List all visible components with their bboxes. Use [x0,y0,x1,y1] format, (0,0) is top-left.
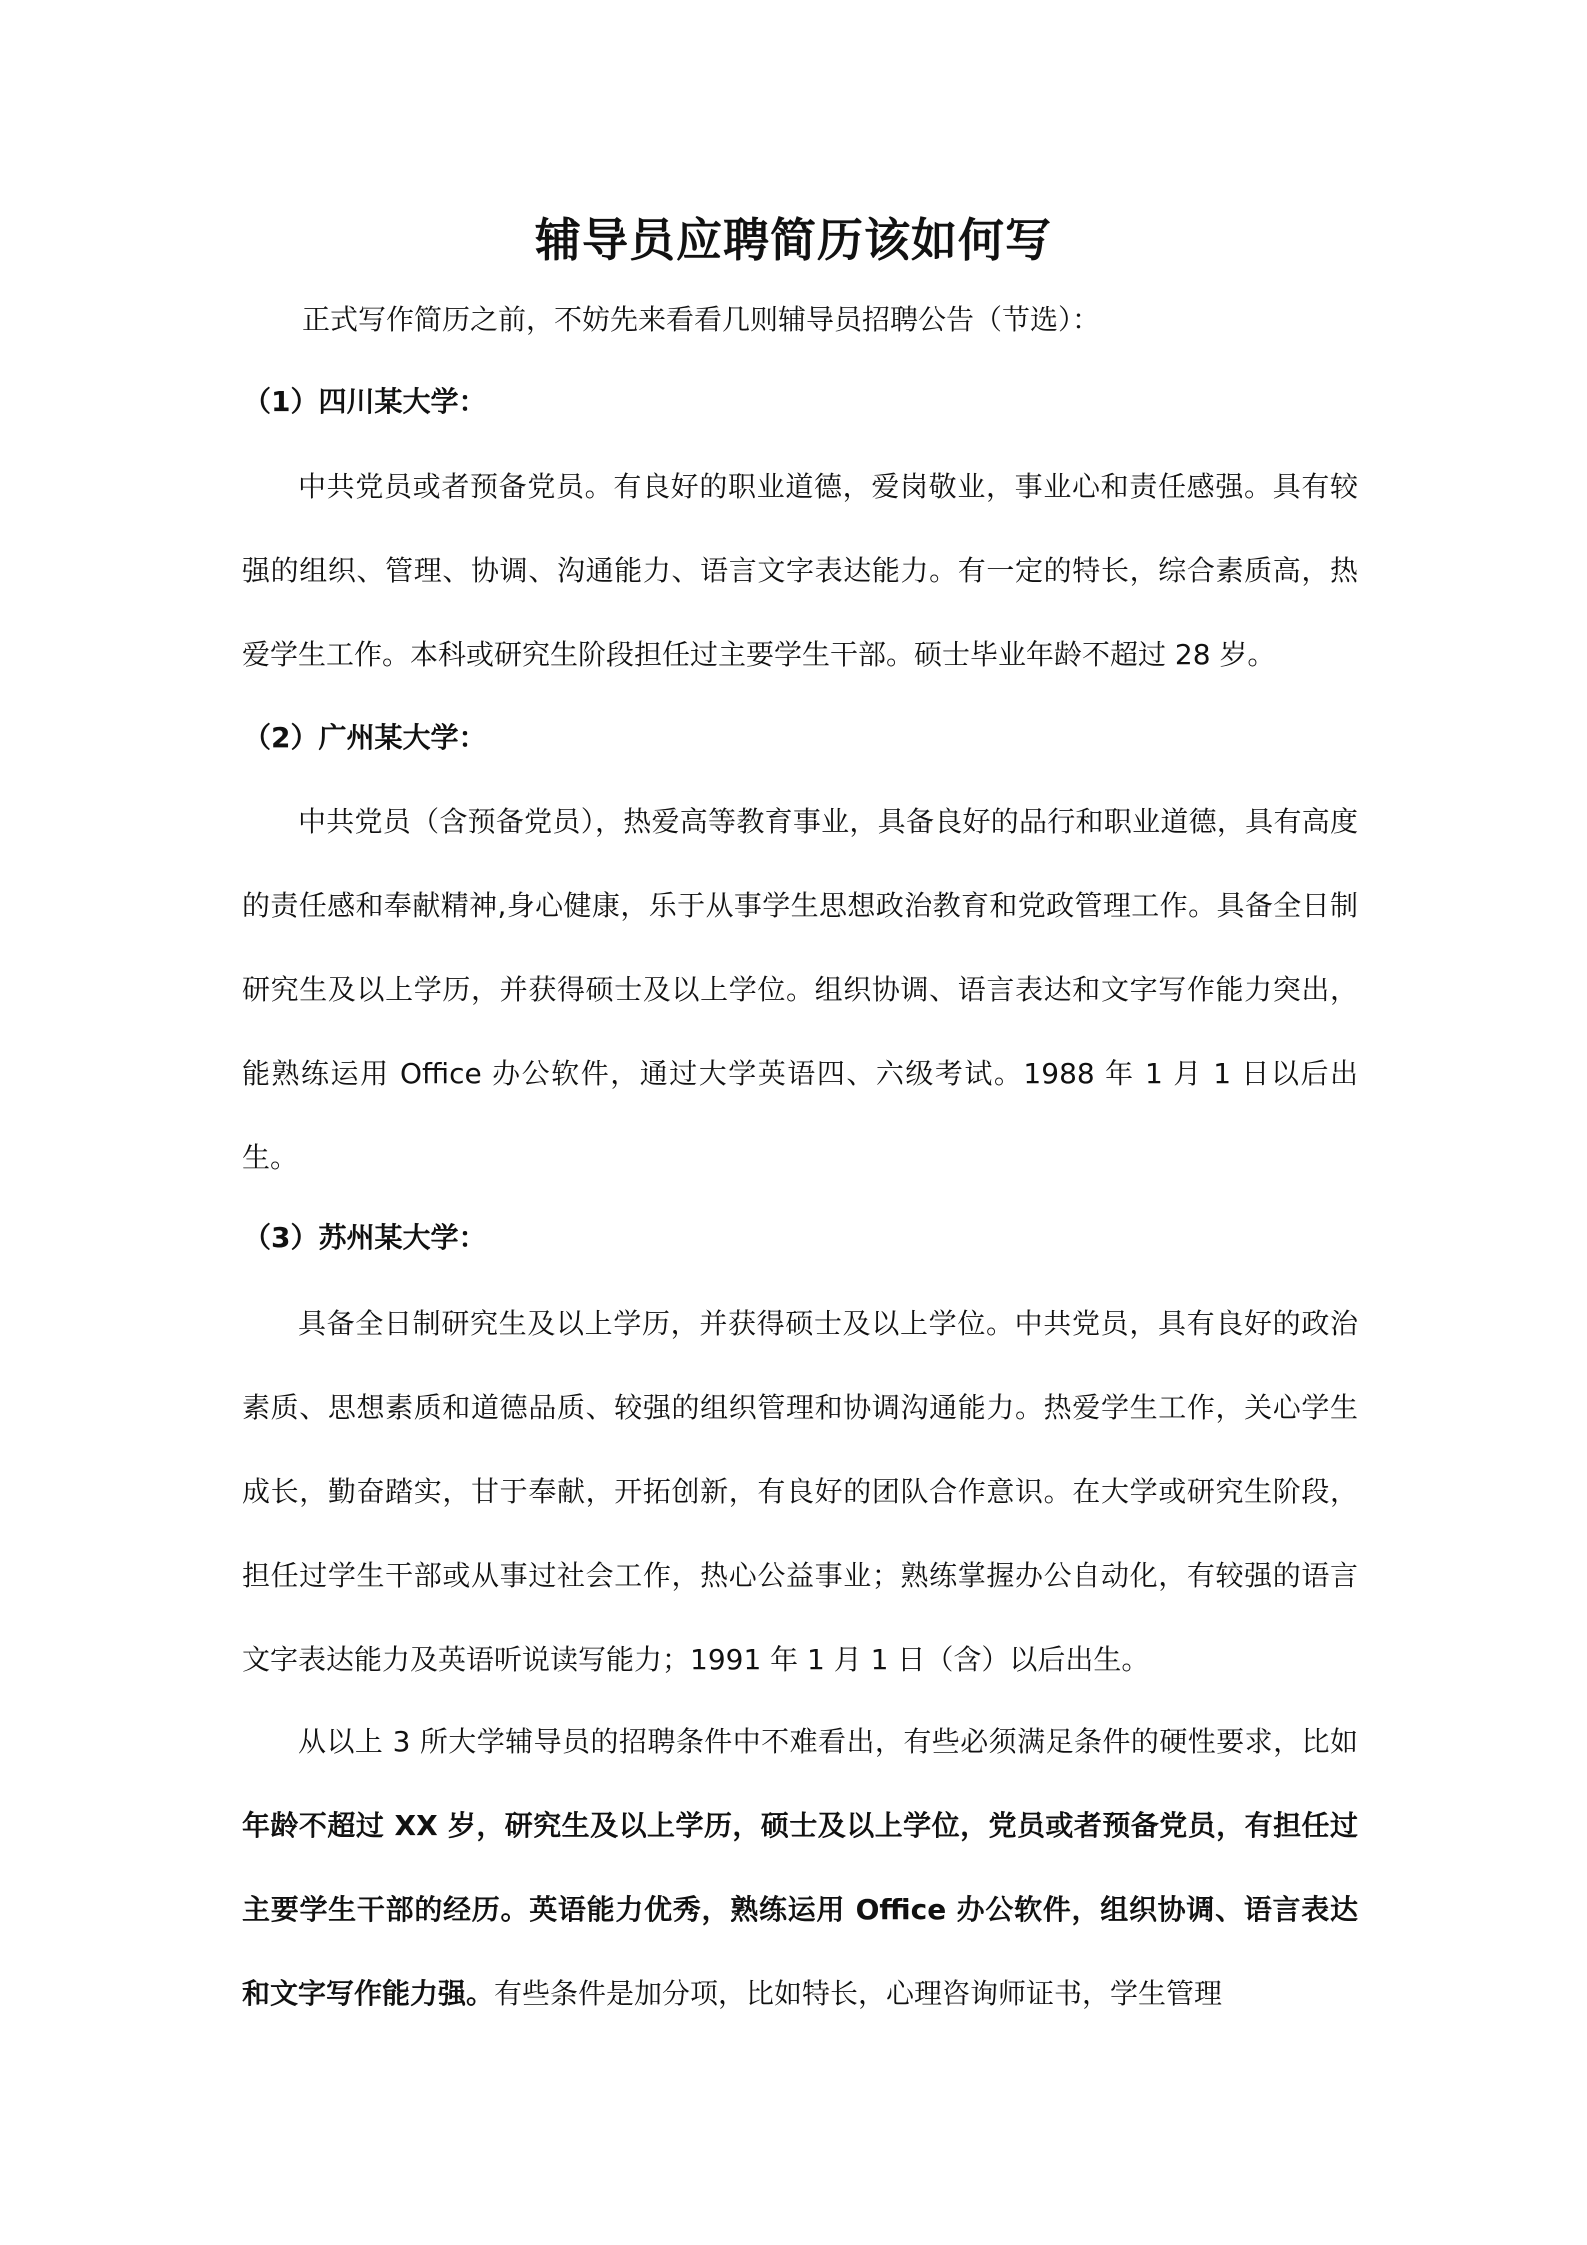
conclusion-suffix: 有些条件是加分项，比如特长，心理咨询师证书，学生管理 [494,1977,1223,2010]
intro-paragraph: 正式写作简历之前，不妨先来看看几则辅导员招聘公告（节选）： [302,303,1101,336]
section-heading-suzhou: （3）苏州某大学： [243,1221,487,1254]
conclusion-paragraph [242,1700,1358,2036]
conclusion-requirements: 年龄不超过 XX 岁，研究生及以上学历，硕士及以上学位，党员或者预备党员，有担任过主要学生干部的经历。英语能力优秀，熟练运用 Office 办公软件，组织协调、语言表达和文字写作能力强。 [242,1809,1358,2010]
section-heading-guangzhou: （2）广州某大学： [243,721,487,754]
section-text-guangzhou: 中共党员（含预备党员），热爱高等教育事业，具备良好的品行和职业道德，具有高度的责任感和奉献精神,身心健康，乐于从事学生思想政治教育和党政管理工作。具备全日制研究生及以上学历，并获得硕士及以上学位。组织协调、语言表达和文字写作能力突出，能熟练运用 Office 办公软件，通过大学英语四、六级考试。1988 年 1 月 1 日以后出生。 [242,805,1358,1174]
section-heading-sichuan: （1）四川某大学： [243,385,487,418]
conclusion-prefix: 从以上 3 所大学辅导员的招聘条件中不难看出，有些必须满足条件的硬性要求，比如 [298,1725,1358,1758]
section-text-sichuan: 中共党员或者预备党员。有良好的职业道德，爱岗敬业，事业心和责任感强。具有较强的组织、管理、协调、沟通能力、语言文字表达能力。有一定的特长，综合素质高，热爱学生工作。本科或研究生阶段担任过主要学生干部。硕士毕业年龄不超过 28 岁。 [242,470,1358,671]
page-title: 辅导员应聘简历该如何写 [535,213,1052,267]
section-text-suzhou: 具备全日制研究生及以上学历，并获得硕士及以上学位。中共党员，具有良好的政治素质、思想素质和道德品质、较强的组织管理和协调沟通能力。热爱学生工作，关心学生成长，勤奋踏实，甘于奉献，开拓创新，有良好的团队合作意识。在大学或研究生阶段，担任过学生干部或从事过社会工作，热心公益事业；熟练掌握办公自动化，有较强的语言文字表达能力及英语听说读写能力；1991 年 1 月 1 日（含）以后出生。 [242,1307,1358,1676]
